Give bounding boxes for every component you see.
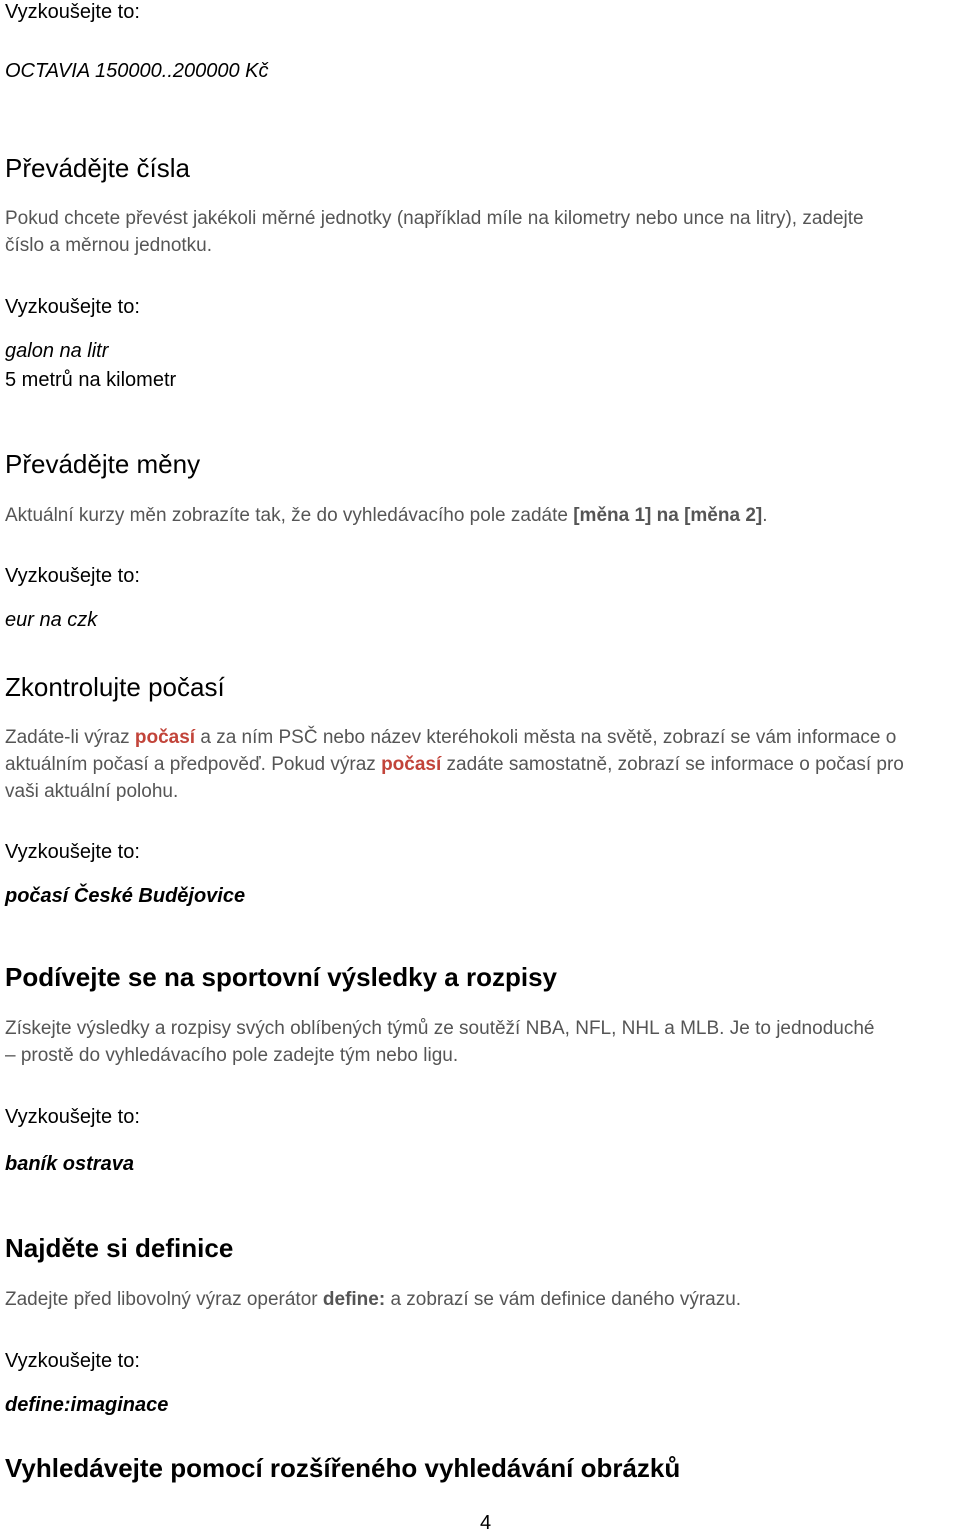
- section-description: [5, 1290, 741, 1309]
- section-description: vaši aktuální polohu.: [5, 781, 179, 802]
- description-text: Aktuální kurzy měn zobrazíte tak, že do vyhledávacího pole zadáte: [5, 505, 574, 526]
- section-description: [5, 506, 768, 525]
- highlight-keyword: počasí: [134, 727, 196, 748]
- section-heading-definitions: Najděte si definice: [5, 1233, 234, 1263]
- section-heading-convert-units: Převádějte čísla: [5, 153, 190, 183]
- section-description: [5, 755, 904, 774]
- try-label: Vyzkoušejte to:: [5, 841, 140, 863]
- description-text: Pokud výraz: [265, 754, 382, 775]
- description-syntax: define:: [322, 1289, 386, 1310]
- section-heading-sports: Podívejte se na sportovní výsledky a rozpisy: [5, 962, 557, 992]
- page-number: 4: [480, 1512, 492, 1534]
- example-query: galon na litr: [5, 340, 109, 362]
- try-label: Vyzkoušejte to:: [5, 296, 140, 318]
- section-description: Pokud chcete převést jakékoli měrné jednotky (například míle na kilometry nebo unce na litry), zadejte: [5, 208, 864, 229]
- description-text: zadáte samostatně, zobrazí se informace o počasí pro: [441, 754, 904, 775]
- description-text: .: [762, 505, 768, 526]
- description-text: Získejte výsledky a rozpisy svých oblíbených týmů ze soutěží NBA, NFL, NHL a MLB.: [5, 1018, 725, 1039]
- example-query: OCTAVIA 150000..200000 Kč: [5, 60, 269, 82]
- description-text: aktuálním počasí a předpověď.: [5, 754, 266, 775]
- section-description: [5, 1019, 874, 1038]
- try-label: Vyzkoušejte to:: [5, 565, 140, 587]
- description-text: a zobrazí se vám definice daného výrazu.: [385, 1289, 742, 1310]
- try-label: Vyzkoušejte to:: [5, 1, 140, 23]
- section-heading-weather: Zkontrolujte počasí: [5, 672, 225, 702]
- section-description: [5, 728, 896, 747]
- section-heading-images: Vyhledávejte pomocí rozšířeného vyhledávání obrázků: [5, 1453, 681, 1483]
- example-query: eur na czk: [5, 609, 98, 631]
- description-text: Zadejte před libovolný výraz operátor: [5, 1289, 323, 1310]
- try-label: Vyzkoušejte to:: [5, 1350, 140, 1372]
- section-heading-convert-currency: Převádějte měny: [5, 449, 201, 479]
- description-syntax: [měna 1] na [měna 2]: [573, 505, 763, 526]
- highlight-keyword: počasí: [381, 754, 442, 775]
- example-query: define:imaginace: [5, 1394, 169, 1416]
- example-query: počasí České Budějovice: [5, 885, 246, 907]
- section-description: číslo a měrnou jednotku.: [5, 235, 213, 256]
- description-text: Zadáte-li výraz: [5, 727, 135, 748]
- description-text: Je to jednoduché: [724, 1018, 875, 1039]
- section-description: – prostě do vyhledávacího pole zadejte tým nebo ligu.: [5, 1045, 459, 1066]
- example-query: 5 metrů na kilometr: [5, 369, 177, 391]
- example-query: baník ostrava: [5, 1153, 134, 1175]
- description-text: a za ním PSČ nebo název kteréhokoli města na světě, zobrazí se vám informace o: [195, 727, 897, 748]
- try-label: Vyzkoušejte to:: [5, 1106, 140, 1128]
